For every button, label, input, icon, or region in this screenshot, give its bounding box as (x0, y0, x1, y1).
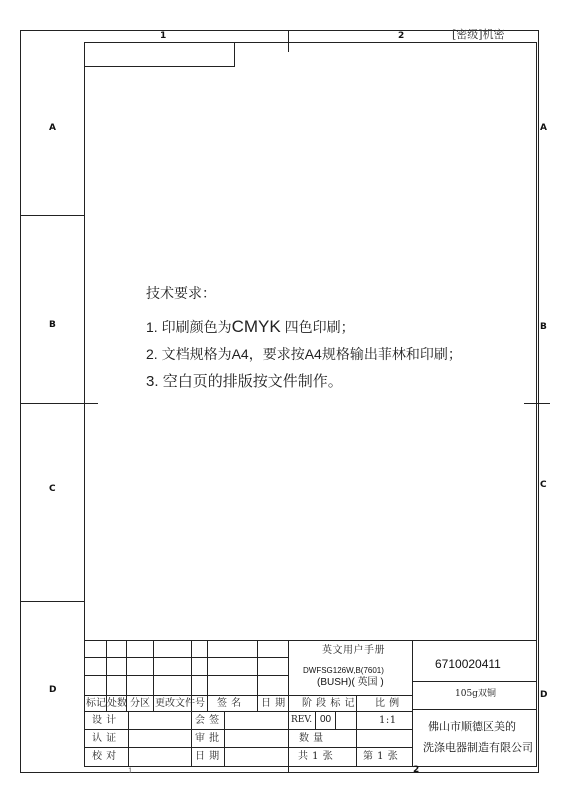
scale-label: 比 例 (375, 698, 400, 709)
requirement-text-1-pre: 印刷颜色为 (161, 319, 232, 335)
sign-countersign: 会 签 (195, 715, 220, 726)
requirement-text-3: 空白页的排版按文件制作。 (162, 373, 343, 390)
header-count: 处数 (107, 698, 127, 709)
market: (BUSH)( 英国 ) (317, 677, 384, 688)
part-number: 6710020411 (435, 657, 501, 671)
row-tick-right (524, 403, 550, 404)
zone-row-a-left: A (49, 123, 56, 133)
header-change-doc: 更改文件号 (155, 698, 205, 709)
tb-vline-7 (288, 640, 289, 766)
tb-vline-rev2 (335, 711, 336, 729)
requirement-text-1-post: 四色印刷； (284, 319, 355, 335)
zone-row-a-right: A (540, 123, 547, 133)
zone-col-1-top: 1 (160, 31, 167, 41)
qty-label: 数 量 (299, 733, 324, 744)
paper-spec: 105g双铜 (455, 689, 496, 699)
col-divider-top (288, 30, 289, 52)
tb-vline-rev (315, 711, 316, 729)
sheet-number: 第 1 张 (363, 751, 399, 762)
row-divider-cd (20, 601, 84, 602)
tb-line-mid-r3 (288, 695, 412, 696)
requirement-item-3 (146, 374, 343, 389)
rev-label: REV. (291, 715, 313, 725)
frame-bottom (20, 772, 539, 773)
tb-vline-2b (128, 711, 129, 766)
zone-row-d-right: D (540, 690, 548, 700)
company-line-2: 洗涤电器制造有限公司 (423, 741, 533, 754)
tb-line-right-1 (412, 681, 536, 682)
tb-line-top (84, 640, 536, 641)
tb-line-right-2 (412, 709, 536, 710)
tb-vline-5b (224, 711, 225, 766)
frame-left (20, 30, 21, 773)
requirement-text-1-emph: CMYK (231, 317, 281, 336)
header-zone: 分区 (130, 698, 150, 709)
requirement-text-2: 文档规格为A4，要求按A4规格输出菲林和印刷； (161, 346, 462, 362)
requirement-item-2 (146, 347, 462, 361)
zone-row-c-right: C (540, 480, 547, 490)
inner-frame-top (84, 42, 536, 43)
zone-row-c-left: C (49, 484, 56, 494)
zone-col-2-bottom: 2 (413, 765, 420, 775)
sign-approve: 审 批 (195, 733, 220, 744)
stage-label: 阶 段 标 记 (302, 698, 356, 709)
role-certify: 认 证 (92, 733, 117, 744)
col-divider-bottom (288, 766, 289, 773)
inner-frame-left (84, 42, 85, 767)
model-number: DWFSG126W,B(7601) (303, 666, 384, 675)
row-divider-ab (20, 215, 84, 216)
header-signature: 签 名 (217, 698, 242, 709)
role-check: 校 对 (92, 751, 117, 762)
requirements-title: 技术要求： (146, 285, 216, 301)
tb-vline-9 (412, 640, 413, 766)
tb-vline-8 (356, 695, 357, 766)
tb-line-r4 (84, 711, 412, 712)
tb-line-r6 (84, 747, 412, 748)
rev-value: 00 (320, 714, 332, 725)
requirement-num-1: 1. (146, 319, 158, 335)
total-sheets: 共 1 张 (298, 751, 334, 762)
scale-value: 1:1 (379, 715, 397, 726)
classification-label: [密级]机密 (452, 28, 505, 41)
sign-date: 日 期 (195, 751, 220, 762)
inner-frame-right (536, 42, 537, 767)
tb-vline-6 (257, 640, 258, 711)
bottom-mark: 1 (128, 767, 133, 775)
frame-right (538, 30, 539, 773)
tb-vline-5 (207, 640, 208, 711)
header-date: 日 期 (261, 698, 286, 709)
corner-box-bottom (84, 66, 235, 67)
zone-row-d-left: D (49, 685, 57, 695)
requirement-num-2: 2. (146, 346, 158, 362)
zone-row-b-right: B (540, 322, 547, 332)
requirement-num-3: 3. (146, 373, 159, 390)
header-mark: 标记 (86, 698, 106, 709)
tb-vline-3 (153, 640, 154, 711)
zone-row-b-left: B (49, 320, 56, 330)
doc-title: 英文用户手册 (322, 645, 385, 656)
tb-line-r5 (84, 729, 412, 730)
corner-box-right (234, 42, 235, 66)
inner-frame-bottom (84, 766, 536, 767)
zone-col-2-top: 2 (398, 31, 405, 41)
role-design: 设 计 (92, 715, 117, 726)
row-divider-bc (20, 403, 98, 404)
company-line-1: 佛山市顺德区美的 (428, 720, 516, 733)
requirement-item-1 (146, 318, 355, 335)
